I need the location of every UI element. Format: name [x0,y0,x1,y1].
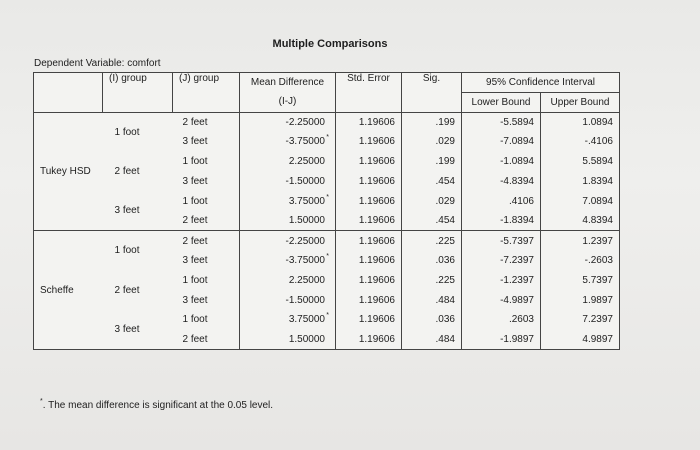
upper-bound-cell: 1.8394 [541,171,620,191]
lower-bound-cell: -4.9897 [462,290,541,310]
sig-cell: .029 [402,191,462,211]
header-row-1 [34,73,620,93]
i-group-cell: 3 feet [103,310,173,350]
j-group-cell: 3 feet [182,294,208,306]
std-error-cell: 1.19606 [336,112,402,132]
upper-bound-cell: 1.0894 [541,112,620,132]
upper-bound-cell: 7.2397 [541,310,620,330]
std-error-cell: 1.19606 [336,211,402,231]
j-group-cell: 2 feet [173,330,240,350]
header-lower-bound: Lower Bound [462,92,541,112]
mean-difference-value: 3.75000 [288,195,325,207]
footnote-marker: * [40,398,43,405]
j-group-cell: 3 feet [182,136,208,148]
sig-cell: .029 [402,132,462,152]
sig-cell: .199 [402,112,462,132]
table-row [34,310,620,330]
i-group-cell: 3 feet [114,205,140,217]
table-title: Multiple Comparisons [272,38,388,50]
upper-bound-cell: 7.0894 [541,191,620,211]
j-group-cell: 2 feet [173,231,240,251]
j-group-cell: 1 foot [182,274,208,286]
lower-bound-cell: -5.5894 [462,112,541,132]
upper-bound-cell: 4.8394 [541,211,620,231]
mean-difference-cell [240,191,336,211]
j-group-cell: 1 foot [182,156,208,168]
table-row [34,191,620,211]
header-std-error: Std. Error [336,73,402,113]
mean-difference-cell [240,112,336,132]
method-cell: Tukey HSD [34,112,103,231]
std-error-cell: 1.19606 [336,270,402,290]
mean-difference-cell [240,171,336,191]
mean-difference-cell [240,270,336,290]
lower-bound-cell: -1.0894 [462,152,541,172]
mean-difference-cell [240,211,336,231]
header-j-group: (J) group [173,73,240,113]
j-group-cell: 2 feet [173,112,240,132]
dependent-variable-label: Dependent Variable: comfort [34,58,161,69]
header-confidence-interval: 95% Confidence Interval [462,73,620,93]
sig-cell: .484 [402,290,462,310]
sig-cell: .225 [402,270,462,290]
std-error-cell: 1.19606 [336,290,402,310]
header-mean-difference: Mean Difference [240,73,336,93]
std-error-cell: 1.19606 [336,231,402,251]
mean-difference-cell [240,231,336,251]
sig-cell: .454 [402,211,462,231]
j-group-cell: 3 feet [182,175,208,187]
lower-bound-cell: .2603 [462,310,541,330]
table-row [34,112,620,132]
mean-difference-value: 1.50000 [288,215,325,227]
table-body [34,112,620,350]
sig-cell: .036 [402,251,462,271]
upper-bound-cell: 5.7397 [541,270,620,290]
mean-difference-value: 2.25000 [288,274,325,286]
lower-bound-cell: -1.9897 [462,330,541,350]
i-group-cell: 2 feet [114,284,140,296]
footnote [40,400,273,411]
std-error-cell: 1.19606 [336,251,402,271]
i-group-cell: 2 feet [114,165,140,177]
sig-cell: .454 [402,171,462,191]
mean-difference-cell [240,330,336,350]
mean-difference-value: 3.75000 [288,314,325,326]
std-error-cell: 1.19606 [336,191,402,211]
lower-bound-cell: -1.2397 [462,270,541,290]
mean-difference-value: -2.25000 [285,235,325,247]
std-error-cell: 1.19606 [336,171,402,191]
lower-bound-cell: -7.0894 [462,132,541,152]
mean-difference-value: 1.50000 [288,334,325,345]
table-row [34,270,620,290]
header-blank-cell [34,73,103,113]
header-sig: Sig. [402,73,462,113]
mean-difference-value: -3.75000 [285,255,325,267]
sig-cell: .199 [402,152,462,172]
header-upper-bound: Upper Bound [541,92,620,112]
sig-cell: .036 [402,310,462,330]
lower-bound-cell: .4106 [462,191,541,211]
upper-bound-cell: -.4106 [541,132,620,152]
table-row [34,231,620,251]
upper-bound-cell: 1.2397 [541,231,620,251]
header-i-group: (I) group [103,73,173,113]
mean-difference-value: 2.25000 [288,156,325,168]
lower-bound-cell: -5.7397 [462,231,541,251]
upper-bound-cell: -.2603 [541,251,620,271]
j-group-cell: 1 foot [182,314,208,326]
header-mean-difference-sub: (I-J) [240,92,336,112]
significance-marker: * [326,253,329,261]
mean-difference-cell [240,290,336,310]
method-cell: Scheffe [34,231,103,350]
upper-bound-cell: 1.9897 [541,290,620,310]
mean-difference-value: -1.50000 [285,175,325,187]
footnote-text: . The mean difference is significant at the 0.05 level. [42,400,274,411]
mean-difference-cell [240,310,336,330]
sig-cell: .484 [402,330,462,350]
significance-marker: * [326,312,329,320]
multiple-comparisons-table [33,72,620,350]
std-error-cell: 1.19606 [336,132,402,152]
significance-marker: * [326,134,329,142]
std-error-cell: 1.19606 [336,330,402,350]
mean-difference-value: -1.50000 [285,294,325,306]
mean-difference-value: -3.75000 [285,136,325,148]
table-row [34,152,620,172]
j-group-cell: 3 feet [182,255,208,267]
upper-bound-cell: 4.9897 [541,330,620,350]
mean-difference-cell [240,132,336,152]
lower-bound-cell: -1.8394 [462,211,541,231]
mean-difference-cell [240,152,336,172]
std-error-cell: 1.19606 [336,310,402,330]
lower-bound-cell: -7.2397 [462,251,541,271]
upper-bound-cell: 5.5894 [541,152,620,172]
i-group-cell: 1 foot [103,231,173,271]
std-error-cell: 1.19606 [336,152,402,172]
mean-difference-value: -2.25000 [285,116,325,128]
lower-bound-cell: -4.8394 [462,171,541,191]
sig-cell: .225 [402,231,462,251]
i-group-cell: 1 foot [103,112,173,152]
j-group-cell: 1 foot [182,195,208,207]
significance-marker: * [326,193,329,201]
mean-difference-cell [240,251,336,271]
j-group-cell: 2 feet [182,215,208,227]
